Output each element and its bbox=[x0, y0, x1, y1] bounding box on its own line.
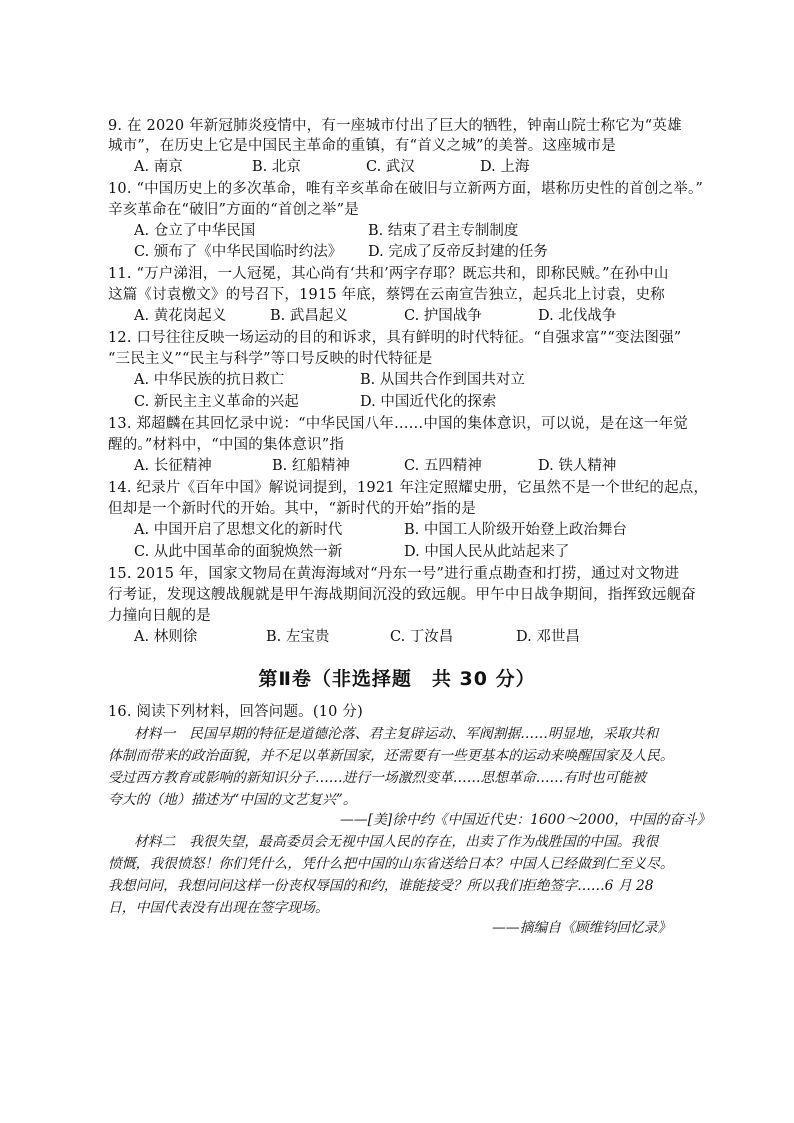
q16-material-1-line-3: 受过西方教育或影响的新知识分子……进行一场激烈变革……思想革命……有时也可能被 bbox=[108, 770, 647, 786]
q11-option-a: A. 黄花岗起义 bbox=[134, 308, 227, 324]
q11-line-2: 这篇《讨袁檄文》的号召下，1915 年底，蔡锷在云南宣告独立，起兵北上讨袁，史称 bbox=[108, 287, 666, 303]
q14-option-a: A. 中国开启了思想文化的新时代 bbox=[134, 522, 343, 538]
q16-stem: 16. 阅读下列材料，回答问题。(10 分) bbox=[108, 704, 363, 720]
q16-material-1-line-2: 体制而带来的政治面貌，并不足以革新国家，还需要有一些更基本的运动来唤醒国家及人民。 bbox=[108, 748, 674, 764]
q14-option-b: B. 中国工人阶级开始登上政治舞台 bbox=[404, 522, 627, 538]
q10-line-2: 辛亥革命在“破旧”方面的“首创之举”是 bbox=[108, 202, 359, 218]
q13-line-1: 13. 郑超麟在其回忆录中说：“中华民国八年……中国的集体意识，可以说，是在这一年觉 bbox=[108, 416, 688, 432]
q12-line-2: “三民主义”“民主与科学”等口号反映的时代特征是 bbox=[108, 351, 433, 367]
q16-material-1-source: ——[美]徐中约《中国近代史：1600～2000，中国的奋斗》 bbox=[340, 812, 711, 828]
q12-option-c: C. 新民主主义革命的兴起 bbox=[134, 394, 299, 410]
q11-option-d: D. 北伐战争 bbox=[538, 308, 617, 324]
q14-line-2: 但却是一个新时代的开始。其中，“新时代的开始”指的是 bbox=[108, 501, 477, 517]
q16-material-2-line-3: 我想问问，我想问问这样一份丧权辱国的和约，谁能接受？所以我们拒绝签字……6 月 28 bbox=[108, 878, 654, 894]
q10-line-1: 10. “中国历史上的多次革命，唯有辛亥革命在破旧与立新两方面，堪称历史性的首创之举。” bbox=[108, 181, 704, 197]
q14-option-c: C. 从此中国革命的面貌焕然一新 bbox=[134, 544, 343, 560]
q9-option-a: A. 南京 bbox=[134, 159, 183, 175]
section-2-title: 第Ⅱ卷（非选择题 共 30 分） bbox=[258, 668, 536, 690]
q16-material-1-line-1: 材料一 民国早期的特征是道德沦落、君主复辟运动、军阀割据……明显地，采取共和 bbox=[134, 726, 659, 742]
q14-line-1: 14. 纪录片《百年中国》解说词提到，1921 年注定照耀史册，它虽然不是一个世纪的起点， bbox=[108, 480, 709, 496]
q9-option-d: D. 上海 bbox=[480, 159, 530, 175]
q15-option-d: D. 邓世昌 bbox=[516, 629, 580, 645]
q16-material-2-source: ——摘编自《顾维钧回忆录》 bbox=[492, 920, 672, 936]
q14-option-d: D. 中国人民从此站起来了 bbox=[404, 544, 570, 560]
q16-material-2-line-1: 材料二 我很失望，最高委员会无视中国人民的存在，出卖了作为战胜国的中国。我很 bbox=[134, 834, 659, 850]
q15-line-1: 15. 2015 年，国家文物局在黄海海域对“丹东一号”进行重点勘查和打捞，通过对文物进 bbox=[108, 566, 680, 582]
q9-line-1: 9. 在 2020 年新冠肺炎疫情中，有一座城市付出了巨大的牺牲，钟南山院士称它为“英雄 bbox=[108, 118, 682, 134]
q15-option-a: A. 林则徐 bbox=[134, 629, 198, 645]
q10-option-a: A. 仓立了中华民国 bbox=[134, 223, 256, 239]
q9-option-b: B. 北京 bbox=[252, 159, 301, 175]
q13-option-d: D. 铁人精神 bbox=[538, 458, 617, 474]
q11-line-1: 11. “万户涕泪，一人冠冕，其心尚有‘共和’两字存耶？既忘共和，即称民贼。”在孙中山 bbox=[108, 266, 669, 282]
q13-line-2: 醒的。”材料中，“中国的集体意识”指 bbox=[108, 437, 345, 453]
q12-option-d: D. 中国近代化的探索 bbox=[360, 394, 497, 410]
q12-option-b: B. 从国共合作到国共对立 bbox=[360, 372, 525, 388]
q16-material-1-line-4: 夸大的（地）描述为“中国的文艺复兴”。 bbox=[108, 792, 357, 808]
q16-material-2-line-4: 日，中国代表没有出现在签字现场。 bbox=[108, 900, 329, 916]
q13-option-c: C. 五四精神 bbox=[404, 458, 482, 474]
q15-line-2: 行考证，发现这艘战舰就是甲午海战期间沉没的致远舰。甲午中日战争期间，指挥致远舰奋 bbox=[108, 587, 696, 603]
q10-option-d: D. 完成了反帝反封建的任务 bbox=[368, 244, 548, 260]
q13-option-b: B. 红船精神 bbox=[272, 458, 350, 474]
q13-option-a: A. 长征精神 bbox=[134, 458, 212, 474]
q10-option-b: B. 结束了君主专制制度 bbox=[368, 223, 519, 239]
q15-line-3: 力撞向日舰的是 bbox=[108, 608, 211, 624]
q11-option-c: C. 护国战争 bbox=[404, 308, 482, 324]
q12-line-1: 12. 口号往往反映一场运动的目的和诉求，具有鲜明的时代特征。“自强求富”“变法图强” bbox=[108, 330, 682, 346]
q9-option-c: C. 武汉 bbox=[366, 159, 415, 175]
q10-option-c: C. 颁布了《中华民国临时约法》 bbox=[134, 244, 343, 260]
q15-option-c: C. 丁汝昌 bbox=[390, 629, 454, 645]
q16-material-2-line-2: 愤慨，我很愤怒！你们凭什么，凭什么把中国的山东省送给日本？中国人已经做到仁至义尽。 bbox=[108, 856, 674, 872]
q12-option-a: A. 中华民族的抗日救亡 bbox=[134, 372, 285, 388]
q9-line-2: 城市”，在历史上它是中国民主革命的重镇，有“首义之城”的美誉。这座城市是 bbox=[108, 138, 616, 154]
q15-option-b: B. 左宝贵 bbox=[266, 629, 330, 645]
q11-option-b: B. 武昌起义 bbox=[270, 308, 348, 324]
